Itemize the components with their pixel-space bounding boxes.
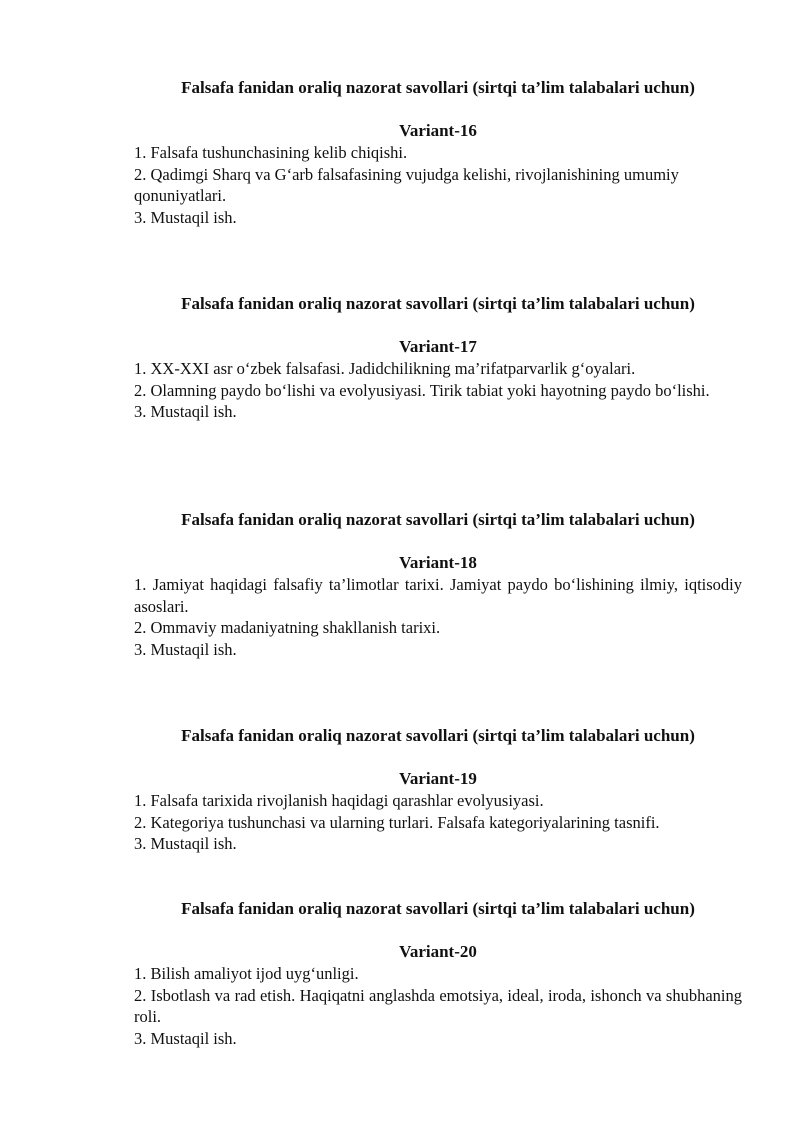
block-title: Falsafa fanidan oraliq nazorat savollari (sirtqi ta’lim talabalari uchun) (181, 510, 695, 529)
question-item: 1. Bilish amaliyot ijod uyg‘unligi. (134, 964, 359, 983)
question-item: 3. Mustaqil ish. (134, 1028, 237, 1048)
question-item: 2. Isbotlash va rad etish. Haqiqatni anglashda emotsiya, ideal, iroda, ishonch va shubhaning roli. (134, 985, 742, 1026)
question-item: 1. Jamiyat haqidagi falsafiy ta’limotlar tarixi. Jamiyat paydo bo‘lishining ilmiy, iqtisodiy asoslari. (134, 575, 742, 616)
variant-block (134, 77, 742, 228)
question-item: 3. Mustaqil ish. (134, 639, 237, 659)
variant-block (134, 725, 742, 855)
question-item: 3. Mustaqil ish. (134, 834, 237, 853)
variant-heading: Variant-17 (399, 337, 477, 356)
variant-block (134, 293, 742, 423)
block-title: Falsafa fanidan oraliq nazorat savollari (sirtqi ta’lim talabalari uchun) (181, 78, 695, 97)
variant-block (134, 898, 742, 1049)
block-title: Falsafa fanidan oraliq nazorat savollari (sirtqi ta’lim talabalari uchun) (181, 726, 695, 745)
question-item: 3. Mustaqil ish. (134, 402, 237, 421)
variant-block (134, 509, 742, 660)
variant-heading: Variant-18 (399, 553, 477, 572)
question-item: 2. Olamning paydo bo‘lishi va evolyusiyasi. Tirik tabiat yoki hayotning paydo bo‘lishi. (134, 380, 710, 400)
question-item: 1. XX-XXI asr o‘zbek falsafasi. Jadidchilikning ma’rifatparvarlik g‘oyalari. (134, 359, 636, 378)
variant-heading: Variant-19 (399, 769, 477, 788)
question-item: 1. Falsafa tushunchasining kelib chiqishi. (134, 143, 408, 162)
question-item: 2. Ommaviy madaniyatning shakllanish tarixi. (134, 618, 441, 637)
variant-heading: Variant-20 (399, 942, 477, 961)
block-title: Falsafa fanidan oraliq nazorat savollari (sirtqi ta’lim talabalari uchun) (181, 294, 695, 313)
question-item: 1. Falsafa tarixida rivojlanish haqidagi qarashlar evolyusiyasi. (134, 791, 544, 810)
question-item: 2. Kategoriya tushunchasi va ularning turlari. Falsafa kategoriyalarining tasnifi. (134, 812, 660, 832)
variant-heading: Variant-16 (399, 121, 477, 140)
block-title: Falsafa fanidan oraliq nazorat savollari (sirtqi ta’lim talabalari uchun) (181, 899, 695, 918)
question-item: 3. Mustaqil ish. (134, 207, 237, 227)
question-item: 2. Qadimgi Sharq va G‘arb falsafasining vujudga kelishi, rivojlanishining umumiy qonuniyatlari. (134, 164, 679, 205)
